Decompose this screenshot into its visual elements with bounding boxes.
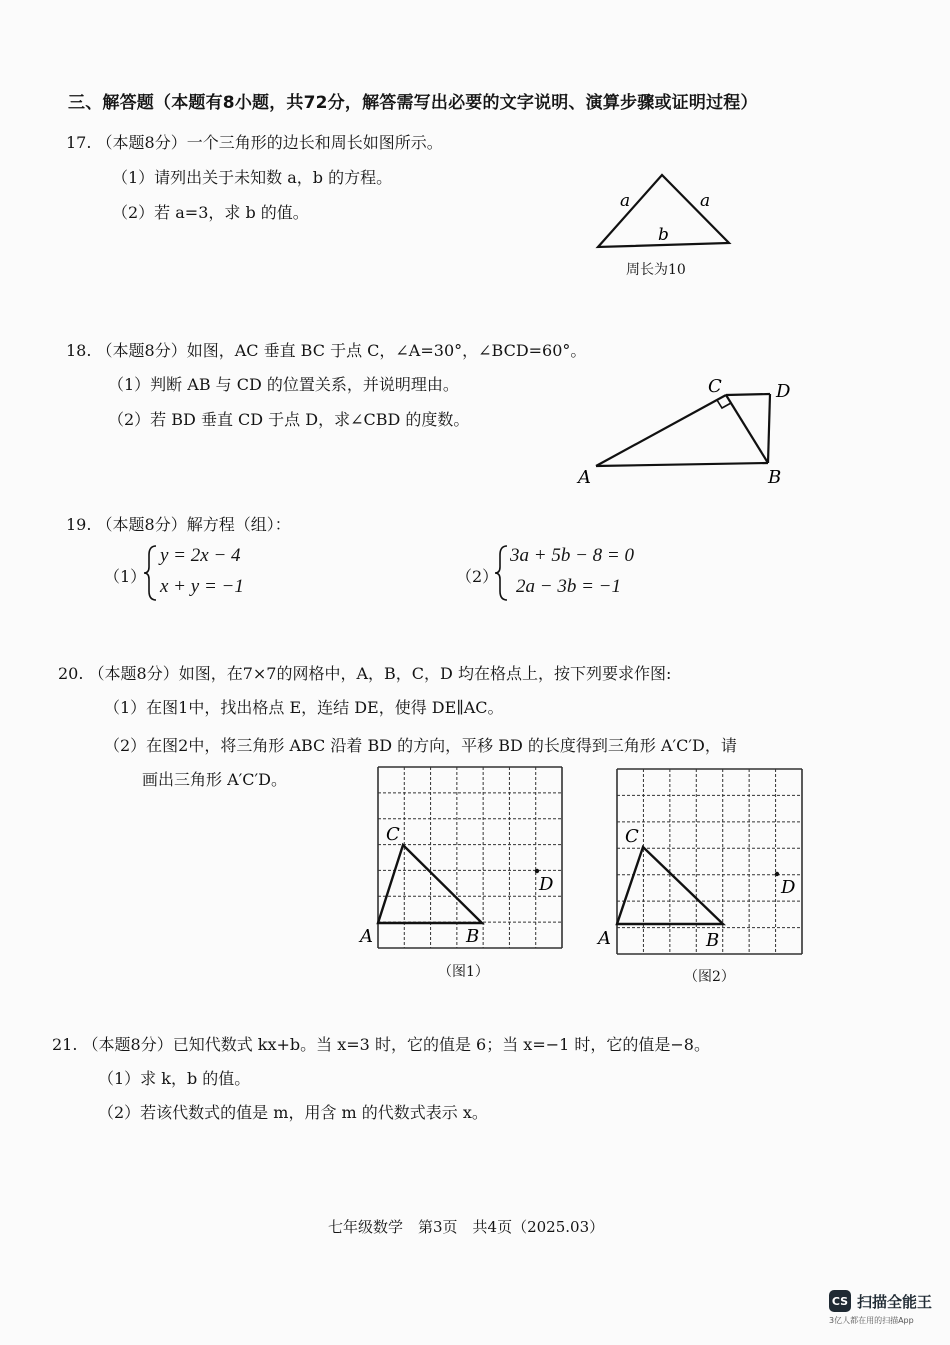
q19-part2-eq2: 2a − 3b = −1 xyxy=(516,576,621,597)
q20-figure-1 xyxy=(350,760,580,960)
q17-label-right: a xyxy=(700,191,711,211)
q17-part1: （1）请列出关于未知数 a，b 的方程。 xyxy=(112,168,393,187)
q21-stem: 21. （本题8分）已知代数式 kx+b。当 x=3 时，它的值是 6；当 x=−1 时，它的值是−8。 xyxy=(52,1035,710,1054)
q21-part2: （2）若该代数式的值是 m，用含 m 的代数式表示 x。 xyxy=(98,1103,488,1122)
page-footer: 七年级数学 第3页 共4页（2025.03） xyxy=(328,1218,605,1236)
q18-stem: 18. （本题8分）如图，AC 垂直 BC 于点 C，∠A=30°，∠BCD=60°。 xyxy=(66,341,587,360)
q18-label-b: B xyxy=(768,467,782,488)
q19-part1-label: （1） xyxy=(104,567,147,586)
q17-triangle-figure xyxy=(590,168,740,258)
q19-part1-eq1: y = 2x − 4 xyxy=(160,545,241,566)
fig2-label-b: B xyxy=(706,930,720,951)
q18-label-d: D xyxy=(776,381,791,402)
q19-part1-brace xyxy=(143,543,159,603)
q17-stem: 17. （本题8分）一个三角形的边长和周长如图所示。 xyxy=(66,133,443,152)
q20-part2: （2）在图2中，将三角形 ABC 沿着 BD 的方向，平移 BD 的长度得到三角形 A′C′D，请 xyxy=(104,736,737,755)
q20-part2-cont: 画出三角形 A′C′D。 xyxy=(142,770,287,789)
q18-label-c: C xyxy=(708,376,722,397)
fig2-label-c: C xyxy=(625,826,639,847)
scanner-watermark xyxy=(829,1290,932,1326)
q20-fig1-caption: （图1） xyxy=(438,964,489,980)
q19-part2-eq1: 3a + 5b − 8 = 0 xyxy=(510,545,634,566)
section-title: 三、解答题（本题有8小题，共72分，解答需写出必要的文字说明、演算步骤或证明过程） xyxy=(68,93,758,113)
q18-figure xyxy=(570,370,800,490)
q20-part1: （1）在图1中，找出格点 E，连结 DE，使得 DE∥AC。 xyxy=(104,698,504,717)
q17-caption: 周长为10 xyxy=(626,262,686,278)
q20-stem: 20. （本题8分）如图，在7×7的网格中，A，B，C，D 均在格点上，按下列要求作图: xyxy=(58,664,672,683)
watermark-title: 扫描全能王 xyxy=(856,1292,932,1311)
grid-7x7-2 xyxy=(617,769,802,954)
q19-part2-brace xyxy=(494,543,510,603)
q19-part1-eq2: x + y = −1 xyxy=(160,576,244,597)
fig1-label-d: D xyxy=(539,874,554,895)
grid-7x7-1 xyxy=(378,767,562,948)
fig2-label-d: D xyxy=(781,877,796,898)
fig1-label-a: A xyxy=(360,926,373,947)
q18-part1: （1）判断 AB 与 CD 的位置关系，并说明理由。 xyxy=(108,375,459,394)
q17-label-left: a xyxy=(620,191,631,211)
fig2-label-a: A xyxy=(598,928,611,949)
q20-fig2-caption: （图2） xyxy=(684,969,735,985)
watermark-badge-text: CS xyxy=(831,1294,849,1308)
q17-part2: （2）若 a=3，求 b 的值。 xyxy=(112,203,309,222)
camscanner-logo-icon xyxy=(829,1290,851,1312)
q19-part2-label: （2） xyxy=(456,567,499,586)
q20-figure-2 xyxy=(596,760,816,960)
watermark-subtitle: 3亿人都在用的扫描App xyxy=(828,1316,914,1325)
q18-part2: （2）若 BD 垂直 CD 于点 D，求∠CBD 的度数。 xyxy=(108,410,470,429)
q18-label-a: A xyxy=(578,467,591,488)
q21-part1: （1）求 k，b 的值。 xyxy=(98,1069,251,1088)
fig1-label-b: B xyxy=(466,926,480,947)
q19-stem: 19. （本题8分）解方程（组）： xyxy=(66,515,291,534)
fig1-label-c: C xyxy=(386,824,400,845)
q17-label-base: b xyxy=(658,225,669,245)
